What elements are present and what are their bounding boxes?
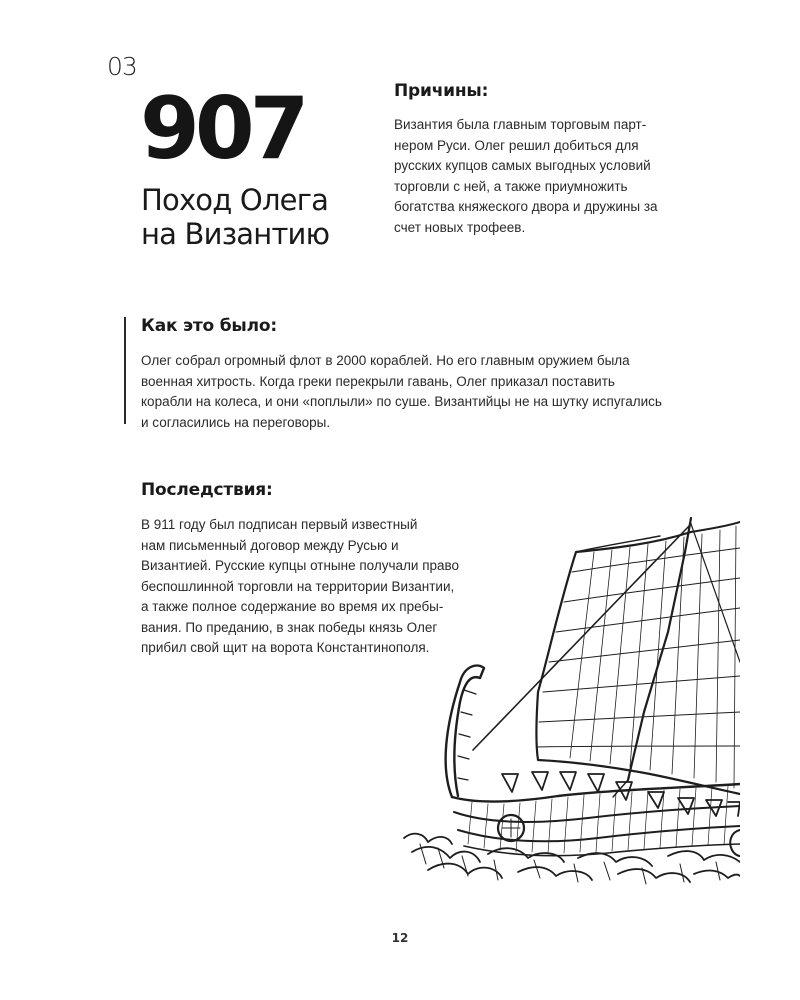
page-title: [141, 183, 391, 251]
text-line: вания. По преданию, в знак победы князь Олег: [141, 619, 438, 635]
title-line: на Византию: [141, 217, 330, 251]
text-line: русских купцов самых выгодных условий: [394, 158, 651, 173]
page-number: 12: [391, 931, 409, 945]
chapter-number: 03: [107, 52, 137, 81]
year-heading: 907: [140, 79, 305, 179]
text-line: а также полное содержание во время их пребы-: [141, 599, 444, 614]
how-it-was-heading: Как это было:: [141, 316, 277, 336]
reasons-text: [394, 115, 684, 238]
how-it-was-text: [141, 351, 701, 433]
text-line: беспошлинной торговли на территории Византии,: [141, 578, 455, 594]
quote-bar: [124, 317, 126, 424]
text-line: Олег собрал огромный флот в 2000 кораблей. Но его главным оружием была: [141, 353, 630, 368]
reasons-section: [394, 81, 684, 238]
text-line: В 911 году был подписан первый известный: [141, 517, 418, 532]
how-it-was-section: [141, 316, 701, 433]
text-line: корабли на колеса, и они «поплыли» по суше. Византийцы не на шутку испугались: [141, 394, 662, 409]
text-line: богатства княжеского двора и дружины за: [394, 199, 658, 214]
text-line: Византия была главным торговым парт-: [394, 117, 647, 132]
text-line: прибил свой щит на ворота Константинополя.: [141, 640, 430, 655]
text-line: торговли с ней, а также приумножить: [394, 178, 628, 194]
title-line: Поход Олега: [141, 183, 329, 217]
text-line: нером Руси. Олег решил добиться для: [394, 137, 639, 153]
reasons-heading: Причины:: [394, 81, 489, 101]
text-line: нам письменный договор между Русью и: [141, 537, 399, 553]
text-line: счет новых трофеев.: [394, 219, 526, 235]
viking-ship-illustration: [398, 512, 740, 890]
text-line: и согласились на переговоры.: [141, 414, 331, 430]
text-line: военная хитрость. Когда греки перекрыли гавань, Олег приказал поставить: [141, 373, 615, 389]
text-line: Византией. Русские купцы отныне получали право: [141, 558, 460, 573]
consequences-heading: Последствия:: [141, 480, 273, 500]
